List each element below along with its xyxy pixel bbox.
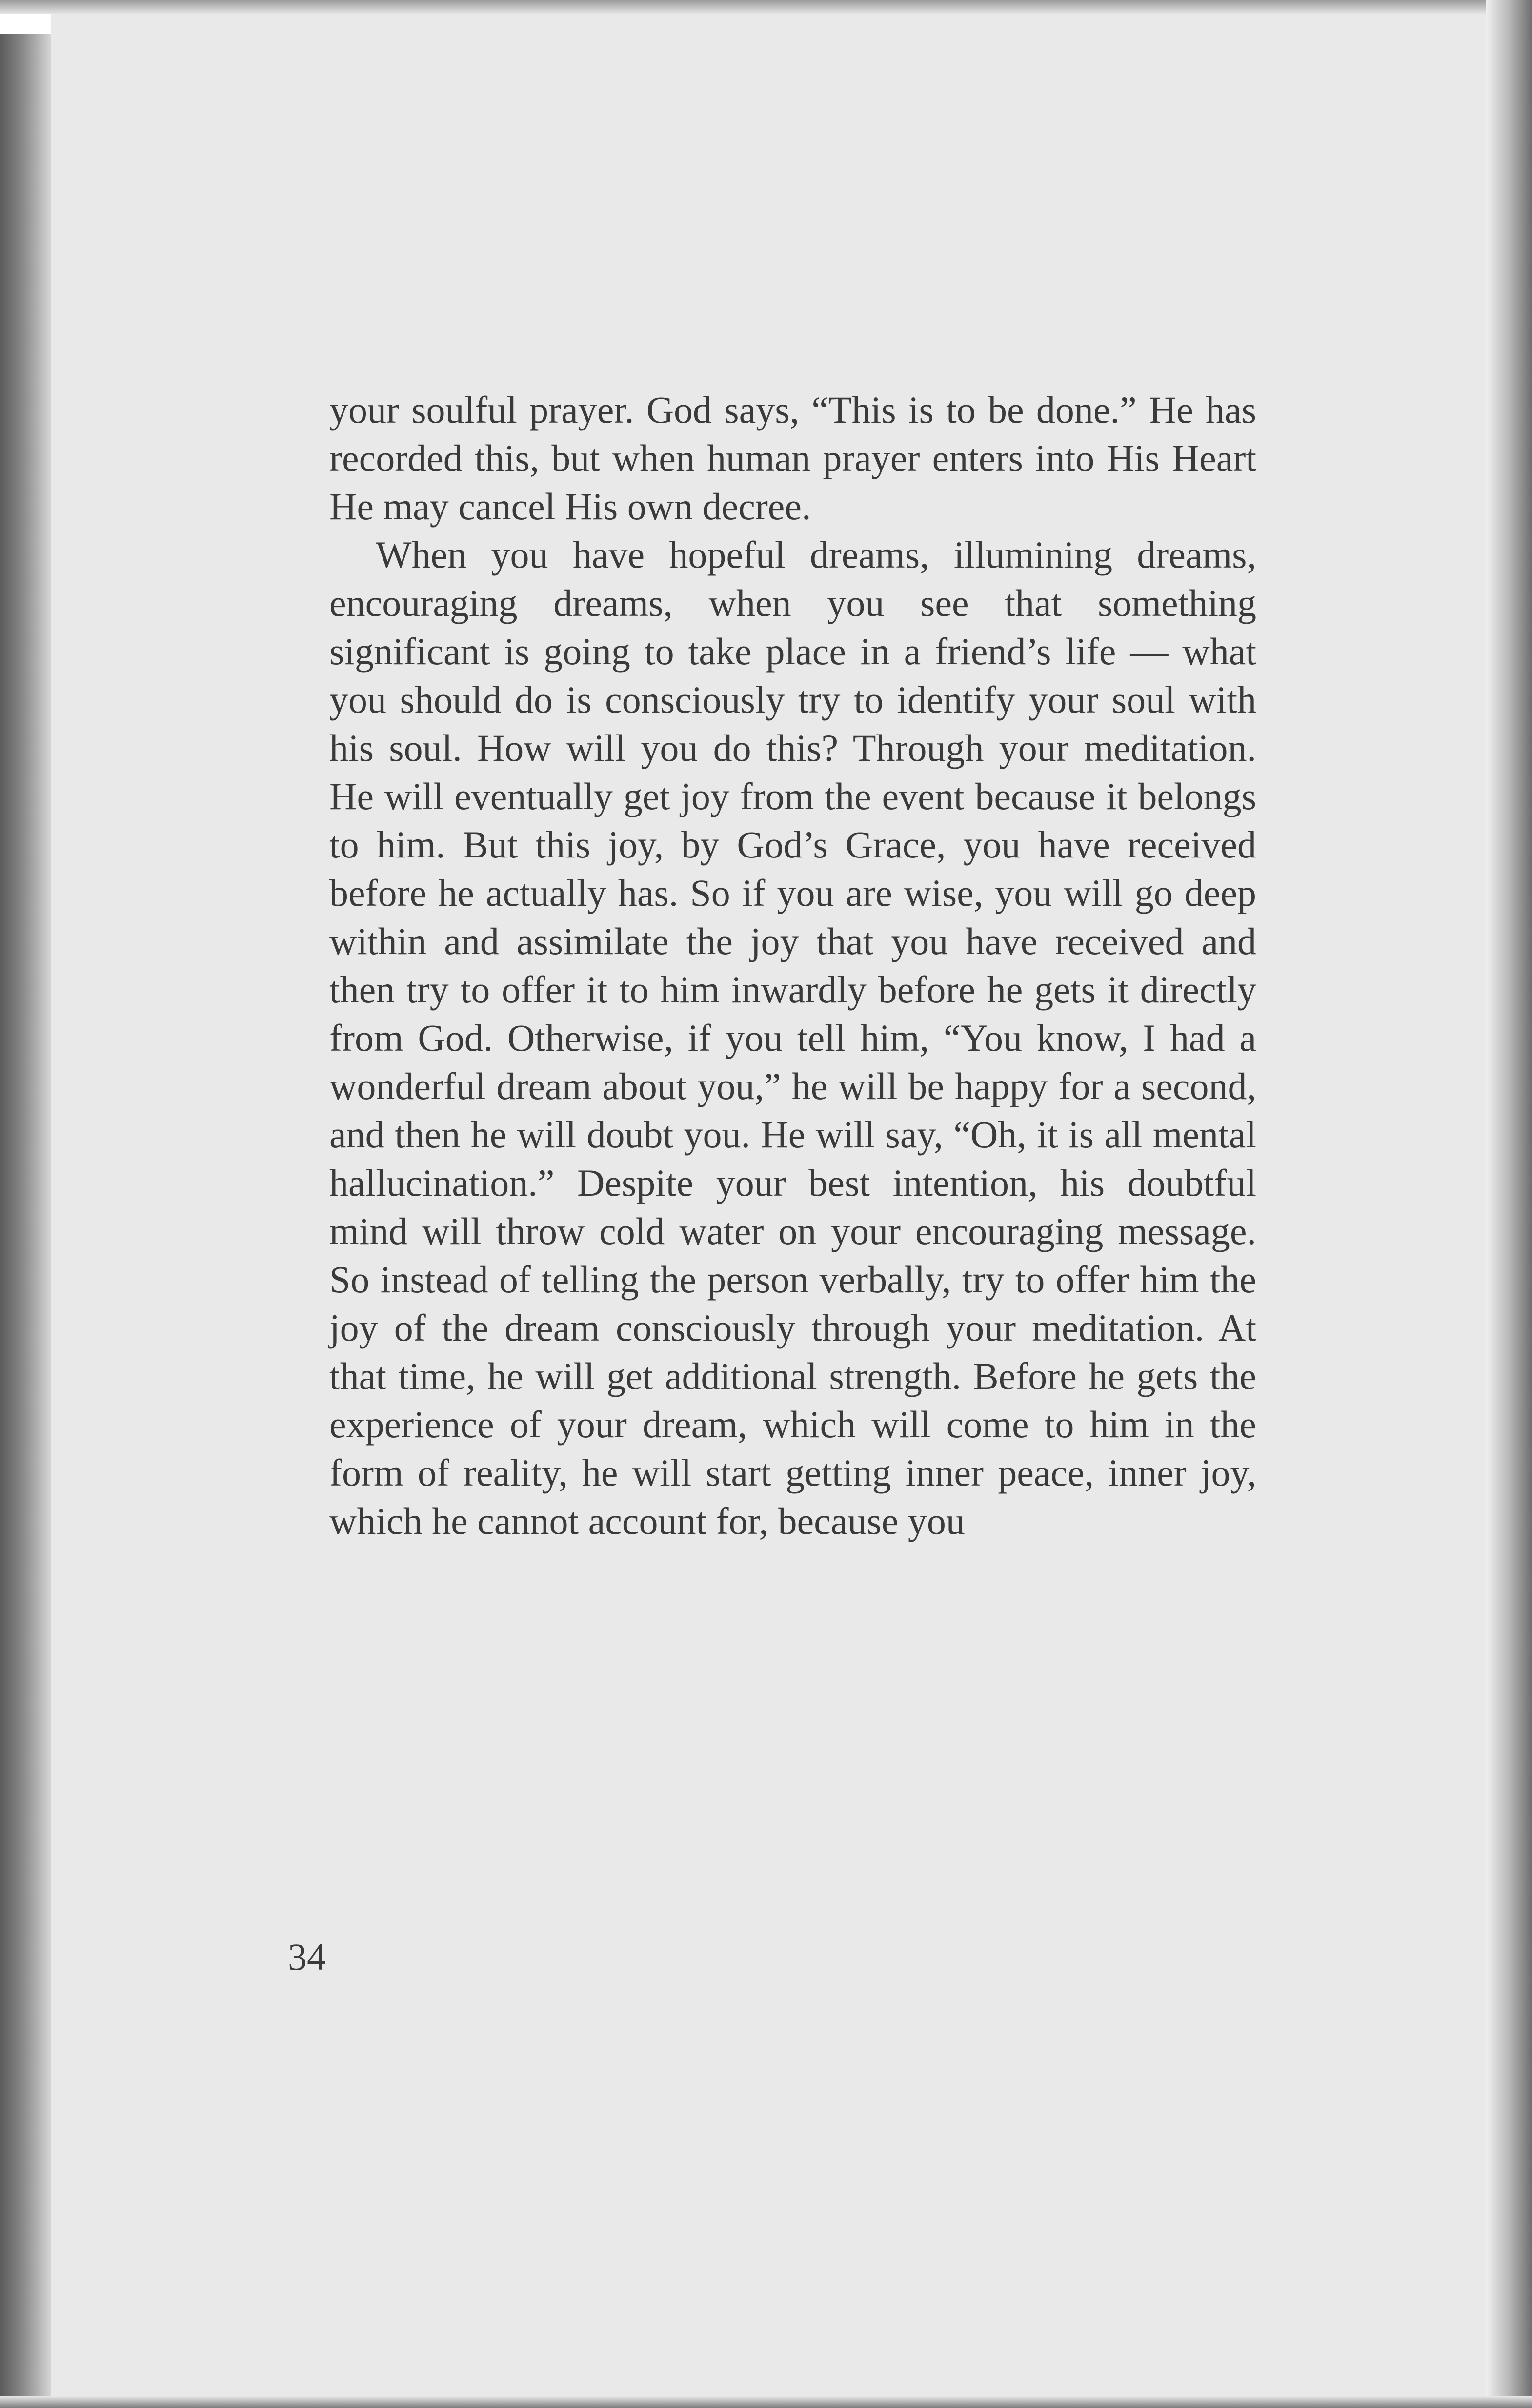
scan-edge-left [0,34,51,2408]
paragraph-1: your soulful prayer. God says, “This is to be done.” He has recorded this, but when human prayer enters into His Heart He may cancel His own decree. [329,388,1256,528]
scan-edge-top [0,0,1532,14]
paragraph-2: When you have hopeful dreams, illumining dreams, encouraging dreams, when you see that something significant is going to take place in a friend’s life — what you should do is consciously try to identify your soul with his soul. How will you do this? Through your meditation. He will eventually get joy from the event because it belongs to him. But this joy, by God’s Grace, you have received before he actually has. So if you are wise, you will go deep within and assimilate the joy that you have received and then try to offer it to him inwardly before he gets it directly from God. Otherwise, if you tell him, “You know, I had a wonderful dream about you,” he will be happy for a second, and then he will doubt you. He will say, “Oh, it is all mental hallucination.” Despite your best intention, his doubtful mind will throw cold water on your encouraging message. So instead of telling the person verbally, try to offer him the joy of the dream consciously through your meditation. At that time, he will get additional strength. Before he gets the experience of your dream, which will come to him in the form of reality, he will start getting inner peace, inner joy, which he cannot account for, because you [329,533,1256,1542]
page-number: 34 [288,1936,326,1978]
scan-edge-bottom [0,2396,1532,2408]
scan-edge-right [1486,0,1532,2408]
body-text [329,386,1256,1545]
